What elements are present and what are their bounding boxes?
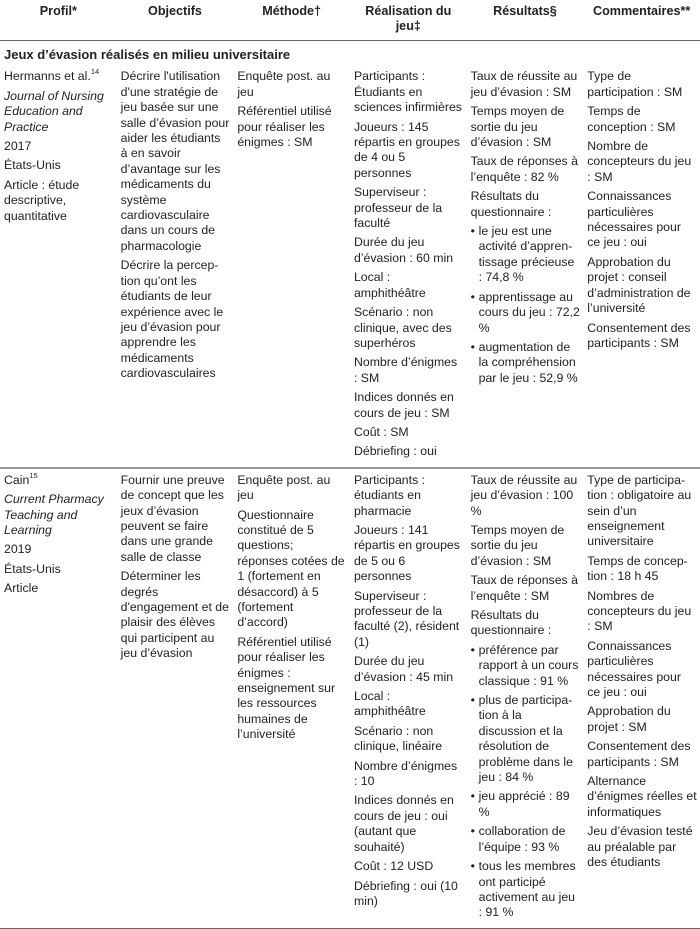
cell-paragraph: [354, 185, 464, 231]
cell-paragraph: [587, 321, 697, 352]
cell-paragraph: [587, 739, 697, 770]
paragraph-text: Taux de réponses à l’enquête : SM: [470, 573, 578, 603]
paragraph-text: Article: [4, 581, 39, 596]
cell-paragraph: [354, 793, 464, 855]
cell-paragraph: [354, 879, 464, 910]
paragraph-text: 2017: [4, 139, 32, 154]
cell-paragraph: [354, 390, 464, 421]
cell-paragraph: [354, 589, 464, 651]
cell-paragraph: [354, 654, 464, 685]
cell-paragraph: [587, 69, 697, 100]
header-profil: Profil*: [39, 4, 77, 18]
paragraph-text: Type de participation : obligatoire au sein d’un enseignement universitaire: [587, 472, 692, 549]
paragraph-text: Enquête post. au jeu: [237, 69, 331, 99]
cell-profil: [0, 468, 117, 928]
cell-paragraph: [471, 189, 581, 220]
paragraph-text: Résultats du questionnaire :: [470, 189, 552, 219]
cell-realisation: [350, 65, 467, 467]
paragraph-text: Consentement des participants : SM: [587, 320, 691, 350]
header-realisation: Réalisation du jeu‡: [365, 4, 452, 34]
paragraph-text: Coût : SM: [353, 424, 409, 439]
cell-paragraph: [4, 178, 114, 224]
paragraph-text: Indices donnés en cours de jeu : oui (autant que souhaité): [353, 793, 454, 854]
cell-paragraph: [587, 824, 697, 870]
table-row: [0, 468, 700, 928]
cell-paragraph: [587, 189, 697, 251]
cell-paragraph: [237, 635, 347, 743]
paragraph-text: tous les membres ont participé activement au jeu : 91 %: [478, 859, 576, 920]
cell-paragraph: [4, 492, 114, 538]
cell-commentaires: [583, 65, 700, 467]
paragraph-text: Durée du jeu d’évasion : 45 min: [353, 654, 454, 684]
cell-methode: [233, 65, 350, 467]
paragraph-text: Décrire l'utilisation d'une stratégie de jeu basée sur une salle d’évasion pour aider les étudiants à en savoir d’avantage sur les médicaments du système cardiovasculaire dans un cours de pharmacologie: [120, 69, 230, 253]
paragraph-text: Local : amphithéâtre: [353, 689, 426, 719]
cell-paragraph: [237, 69, 347, 100]
paragraph-text: Taux de réponses à l’enquête : 82 %: [470, 154, 578, 184]
cell-paragraph: [237, 508, 347, 631]
cell-paragraph: [121, 569, 231, 661]
paragraph-text: Superviseur : professeur de la faculté (2), résident (1): [353, 588, 460, 649]
cell-paragraph: [4, 89, 114, 135]
paragraph-text: Débriefing : oui: [353, 444, 437, 459]
paragraph-text: Décrire la perception qu’ont les étudiants de leur expérience avec le jeu d’évasion pour apprendre les médicaments cardiovasculaires: [120, 258, 224, 381]
cell-objectifs: [117, 468, 234, 928]
paragraph-text: Déterminer les degrés d'engagement et de plaisir des élèves qui participent au jeu d’évasion: [120, 569, 229, 661]
cell-paragraph: [587, 104, 697, 135]
paragraph-text: Cain: [4, 472, 30, 487]
paragraph-text: Nombres de concepteurs du jeu : SM: [587, 588, 692, 634]
paragraph-text: Participants : Étudiants en sciences infirmières: [353, 69, 462, 115]
paragraph-text: Durée du jeu d’évasion : 60 min: [353, 235, 454, 265]
cell-paragraph: [471, 608, 581, 639]
cell-methode: [233, 468, 350, 928]
cell-resultats: [467, 65, 584, 467]
paragraph-text: Temps de conception : 18 h 45: [587, 553, 688, 584]
paragraph-text: Taux de réussite au jeu d’évasion : 100 %: [470, 472, 578, 518]
paragraph-text: Superviseur : professeur de la faculté: [353, 185, 443, 231]
cell-paragraph: [354, 235, 464, 266]
cell-paragraph: [354, 444, 464, 459]
cell-paragraph: [354, 425, 464, 440]
cell-paragraph: [121, 69, 231, 254]
paragraph-text: 2019: [4, 542, 32, 557]
cell-paragraph: [587, 639, 697, 701]
section-title: Jeux d’évasion réalisés en milieu universitaire: [4, 47, 291, 62]
cell-paragraph: [121, 473, 231, 565]
paragraph-text: Article : étude descriptive, quantitative: [4, 177, 80, 223]
cell-paragraph: [4, 158, 114, 173]
cell-paragraph: [121, 258, 231, 381]
header-row: [0, 0, 700, 41]
paragraph-text: Nombre d’énigmes : SM: [353, 355, 458, 385]
cell-paragraph: [354, 270, 464, 301]
section-row: [0, 41, 700, 66]
paragraph-text: Référentiel utilisé pour réaliser les énigmes : enseignement sur les ressources humaines de l’université: [237, 634, 336, 742]
cell-paragraph: [4, 139, 114, 154]
paragraph-text: Hermanns et al.: [4, 69, 91, 84]
cell-profil: [0, 65, 117, 467]
paragraph-text: Indices donnés en cours de jeu : SM: [353, 390, 454, 420]
cell-paragraph: [587, 473, 697, 550]
cell-paragraph: [354, 473, 464, 519]
cell-paragraph: [237, 473, 347, 504]
cell-paragraph: [471, 154, 581, 185]
paragraph-text: Débriefing : oui (10 min): [353, 878, 458, 908]
paragraph-text: collaboration de l’équipe : 93 %: [478, 824, 566, 854]
cell-paragraph: [354, 120, 464, 182]
cell-objectifs: [117, 65, 234, 467]
cell-paragraph: [587, 139, 697, 185]
paragraph-text: apprentissage au cours du jeu : 72,2 %: [478, 289, 580, 335]
cell-paragraph: [471, 473, 581, 519]
bullet-item: [471, 643, 581, 689]
cell-paragraph: [587, 704, 697, 735]
paragraph-text: Scénario : non clinique, avec des superhéros: [353, 305, 452, 350]
header-commentaires: Commentaires**: [592, 4, 691, 18]
paragraph-text: Taux de réussite au jeu d’évasion : SM: [470, 69, 578, 99]
paragraph-text: Coût : 12 USD: [353, 859, 434, 874]
paragraph-text: Local : amphithéâtre: [353, 270, 426, 300]
header-methode: Méthode†: [262, 4, 322, 18]
paragraph-text: préférence par rapport à un cours classique : 91 %: [478, 642, 579, 688]
paragraph-text: Temps moyen de sortie du jeu d’évasion : SM: [470, 104, 565, 150]
reference-number: 15: [29, 470, 38, 480]
paragraph-text: plus de participation à la discussion et la résolution de problème dans le jeu : 84 %: [478, 693, 573, 785]
cell-paragraph: [587, 554, 697, 585]
paragraph-text: jeu apprécié : 89 %: [478, 789, 570, 819]
bullet-item: [471, 290, 581, 336]
cell-realisation: [350, 468, 467, 928]
cell-paragraph: [471, 69, 581, 100]
cell-paragraph: [4, 69, 114, 84]
paragraph-text: Joueurs : 141 répartis en groupes de 5 ou 6 personnes: [353, 522, 460, 584]
cell-paragraph: [4, 562, 114, 577]
paragraph-text: États-Unis: [4, 158, 61, 173]
paragraph-text: Questionnaire constitué de 5 questions; réponses cotées de 1 (fortement en désaccord) à 5 (fortement d’accord): [237, 507, 345, 630]
paragraph-text: Enquête post. au jeu: [237, 472, 331, 503]
header-resultats: Résultats§: [493, 4, 557, 18]
cell-paragraph: [471, 523, 581, 569]
cell-paragraph: [4, 542, 114, 557]
header-objectifs: Objectifs: [148, 4, 202, 18]
paragraph-text: Consentement des participants : SM: [587, 739, 691, 769]
cell-paragraph: [354, 355, 464, 386]
paragraph-text: Type de participation : SM: [587, 69, 683, 99]
paragraph-text: Résultats du questionnaire :: [470, 608, 552, 638]
bullet-item: [471, 693, 581, 785]
paragraph-text: Journal of Nursing Education and Practice: [4, 88, 104, 134]
paragraph-text: Temps moyen de sortie du jeu d’évasion : SM: [470, 522, 565, 568]
cell-paragraph: [587, 255, 697, 317]
paragraph-text: augmentation de la compréhension par le jeu : 52,9 %: [478, 339, 578, 385]
cell-paragraph: [237, 104, 347, 150]
paragraph-text: Nombre d’énigmes : 10: [353, 758, 458, 789]
cell-paragraph: [4, 470, 114, 488]
paragraph-text: Connaissances particulières nécessaires pour ce jeu : oui: [587, 638, 681, 700]
bullet-item: [471, 789, 581, 820]
paragraph-text: Approbation du projet : conseil d’administration de l’université: [587, 254, 691, 316]
cell-paragraph: [4, 581, 114, 596]
cell-paragraph: [354, 305, 464, 351]
bullet-item: [471, 859, 581, 921]
bullet-item: [471, 340, 581, 386]
reference-number: 14: [90, 67, 100, 77]
cell-paragraph: [354, 724, 464, 755]
paragraph-text: Joueurs : 145 répartis en groupes de 4 ou 5 personnes: [353, 119, 460, 180]
table-row: [0, 65, 700, 467]
cell-paragraph: [354, 759, 464, 790]
cell-paragraph: [354, 689, 464, 720]
paragraph-text: Nombre de concepteurs du jeu : SM: [587, 139, 692, 184]
cell-paragraph: [471, 104, 581, 150]
paragraph-text: Scénario : non clinique, linéaire: [353, 723, 443, 754]
paragraph-text: Current Pharmacy Teaching and Learning: [4, 492, 104, 537]
cell-commentaires: [583, 468, 700, 928]
cell-resultats: [467, 468, 584, 928]
cell-paragraph: [471, 573, 581, 604]
cell-paragraph: [354, 859, 464, 874]
paragraph-text: Jeu d’évasion testé au préalable par des étudiants: [587, 824, 693, 870]
cell-paragraph: [354, 69, 464, 115]
bullet-item: [471, 824, 581, 855]
paragraph-text: Approbation du projet : SM: [587, 704, 671, 734]
bullet-item: [471, 224, 581, 286]
cell-paragraph: [587, 774, 697, 820]
paragraph-text: Référentiel utilisé pour réaliser les énigmes : SM: [237, 104, 332, 150]
paragraph-text: Connaissances particulières nécessaires pour ce jeu : oui: [587, 189, 681, 250]
paragraph-text: Temps de conception : SM: [587, 104, 676, 134]
paragraph-text: le jeu est une activité d’apprentissage précieuse : 74,8 %: [478, 224, 575, 285]
paragraph-text: Alternance d’énigmes réelles et informatiques: [587, 774, 697, 819]
paragraph-text: Participants : étudiants en pharmacie: [353, 472, 426, 518]
paragraph-text: Fournir une preuve de concept que les jeux d’évasion peuvent se faire dans une grande salle de classe: [120, 472, 225, 564]
paragraph-text: États-Unis: [4, 561, 61, 576]
cell-paragraph: [354, 523, 464, 585]
cell-paragraph: [587, 589, 697, 635]
